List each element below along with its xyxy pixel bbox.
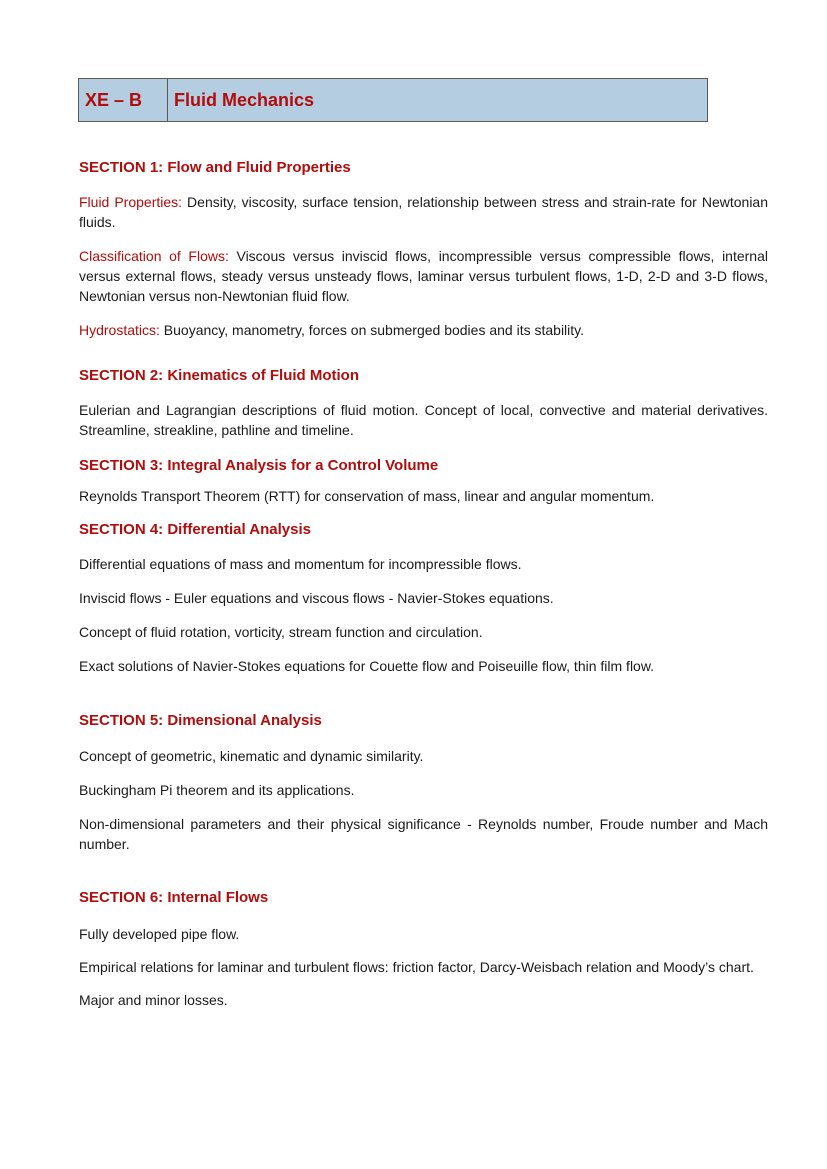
- paragraph: Reynolds Transport Theorem (RTT) for conservation of mass, linear and angular momentum.: [79, 488, 655, 504]
- paragraph-term: Hydrostatics:: [79, 322, 160, 338]
- paragraph-text: Viscous versus inviscid flows, incompressible versus compressible flows, internal versus external flows, steady versus unsteady flows, laminar versus turbulent flows, 1-D, 2-D and 3-D flows, Newtonian versus non-Newtonian fluid flow.: [79, 248, 768, 304]
- subject-header-table: [78, 78, 708, 122]
- paragraph: [79, 246, 768, 306]
- paragraph: Concept of fluid rotation, vorticity, stream function and circulation.: [79, 624, 483, 640]
- paragraph: Concept of geometric, kinematic and dynamic similarity.: [79, 748, 424, 764]
- paragraph-term: Classification of Flows:: [79, 248, 229, 264]
- subject-code: XE – B: [79, 79, 168, 121]
- paragraph: Eulerian and Lagrangian descriptions of fluid motion. Concept of local, convective and material derivatives. Streamline, streakline, pathline and timeline.: [79, 402, 768, 438]
- paragraph-text: Buoyancy, manometry, forces on submerged bodies and its stability.: [159, 322, 585, 338]
- paragraph: [79, 320, 768, 340]
- section-heading: SECTION 3: Integral Analysis for a Control Volume: [79, 457, 439, 474]
- section-heading: SECTION 6: Internal Flows: [79, 889, 269, 906]
- subject-title: Fluid Mechanics: [174, 89, 315, 110]
- paragraph: [79, 192, 768, 232]
- paragraph: Differential equations of mass and momentum for incompressible flows.: [79, 556, 522, 572]
- paragraph-text: Density, viscosity, surface tension, relationship between stress and strain-rate for Newtonian fluids.: [79, 194, 768, 230]
- paragraph: Inviscid flows - Euler equations and viscous flows - Navier-Stokes equations.: [79, 590, 554, 606]
- paragraph: Empirical relations for laminar and turbulent flows: friction factor, Darcy-Weisbach relation and Moody’s chart.: [79, 959, 754, 975]
- paragraph: Buckingham Pi theorem and its applications.: [79, 782, 355, 798]
- syllabus-content: [79, 158, 768, 1010]
- paragraph-term: Fluid Properties:: [79, 194, 183, 210]
- section-heading: SECTION 5: Dimensional Analysis: [79, 712, 322, 729]
- paragraph: Major and minor losses.: [79, 992, 228, 1008]
- paragraph: Fully developed pipe flow.: [79, 926, 240, 942]
- paragraph: Exact solutions of Navier-Stokes equations for Couette flow and Poiseuille flow, thin film flow.: [79, 658, 655, 674]
- paragraph: Non-dimensional parameters and their physical significance - Reynolds number, Froude number and Mach number.: [79, 816, 768, 852]
- section-heading: SECTION 2: Kinematics of Fluid Motion: [79, 367, 360, 384]
- section-heading: SECTION 1: Flow and Fluid Properties: [79, 159, 351, 176]
- section-heading: SECTION 4: Differential Analysis: [79, 521, 312, 538]
